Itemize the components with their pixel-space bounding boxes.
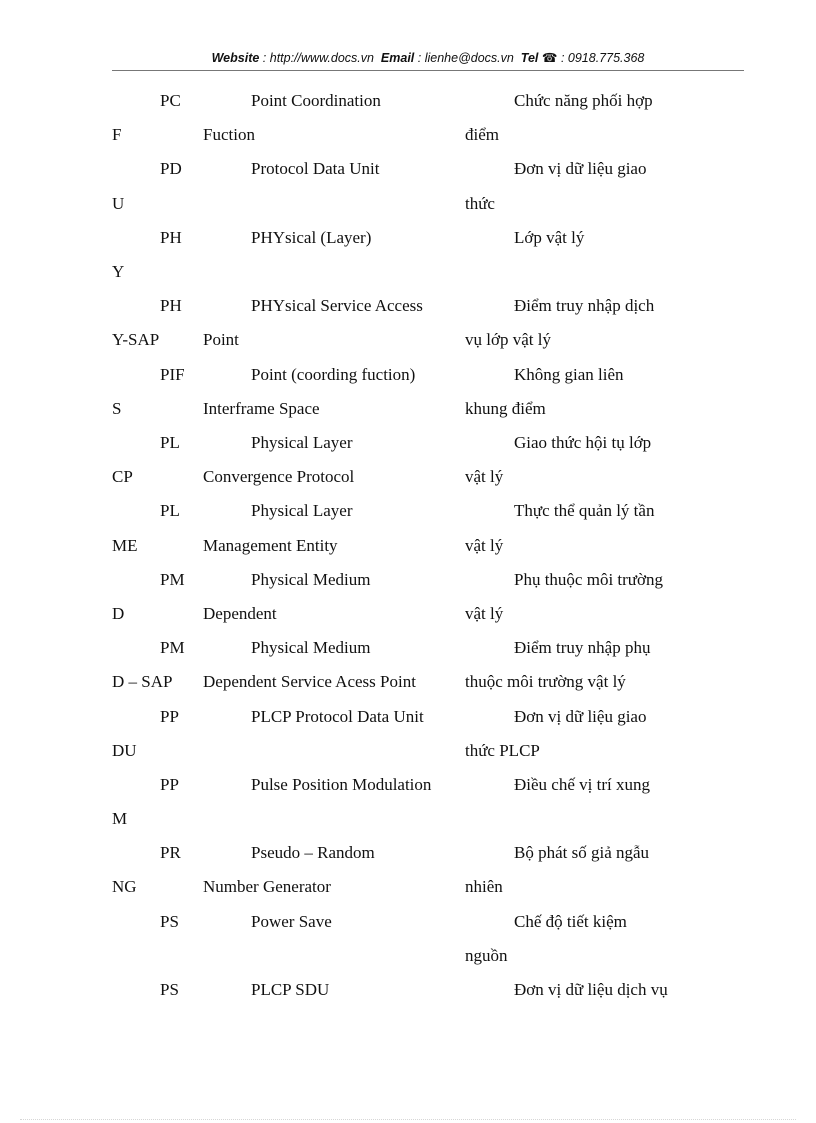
glossary-entry xyxy=(0,768,816,836)
vietnamese-term-line-1: Chế độ tiết kiệm xyxy=(514,911,627,931)
glossary-entry xyxy=(0,84,816,152)
english-term-line-1: Physical Medium xyxy=(251,638,371,658)
vietnamese-term-line-1: Thực thể quản lý tần xyxy=(514,501,655,521)
abbreviation-line-1: PS xyxy=(160,980,179,1000)
abbreviation-line-1: PH xyxy=(160,296,182,316)
abbreviation-line-2: Y-SAP xyxy=(112,330,160,350)
abbreviation-line-2: NG xyxy=(112,877,137,897)
vietnamese-term-line-1: Giao thức hội tụ lớp xyxy=(514,432,652,452)
abbreviation-line-1: PD xyxy=(160,159,182,179)
abbreviation-line-2: M xyxy=(112,809,128,829)
english-term-line-2: Dependent xyxy=(203,603,277,623)
glossary-entry xyxy=(0,426,816,494)
vietnamese-term-line-1: Điểm truy nhập dịch xyxy=(514,296,655,316)
email-value: : lienhe@docs.vn xyxy=(417,51,514,65)
glossary-entry xyxy=(0,563,816,631)
glossary-entry xyxy=(0,631,816,699)
abbreviation-line-2: DU xyxy=(112,740,137,760)
english-term-line-2: Convergence Protocol xyxy=(203,467,355,487)
abbreviation-line-1: PIF xyxy=(160,364,185,384)
vietnamese-term-line-1: Phụ thuộc môi trường xyxy=(514,569,664,589)
abbreviation-line-1: PP xyxy=(160,774,179,794)
abbreviation-line-1: PC xyxy=(160,91,181,110)
glossary-entry xyxy=(0,358,816,426)
page-header xyxy=(112,50,744,65)
glossary-list xyxy=(0,84,816,1041)
vietnamese-term-line-1: Đơn vị dữ liệu giao xyxy=(514,159,647,179)
abbreviation-line-2: D xyxy=(112,603,125,623)
glossary-entry xyxy=(0,905,816,973)
vietnamese-term-line-2: vụ lớp vật lý xyxy=(465,330,551,350)
abbreviation-line-2: Y xyxy=(112,261,125,281)
abbreviation-line-2: U xyxy=(112,193,125,213)
email-label: Email xyxy=(380,51,415,65)
vietnamese-term-line-1: Điều chế vị trí xung xyxy=(514,774,650,794)
glossary-entry xyxy=(0,221,816,289)
english-term-line-1: Power Save xyxy=(251,911,332,931)
website-label: Website xyxy=(211,51,260,65)
english-term-line-1: PHYsical Service Access xyxy=(251,296,423,316)
vietnamese-term-line-1: Đơn vị dữ liệu giao xyxy=(514,706,647,726)
english-term-line-1: PLCP SDU xyxy=(251,980,330,1000)
abbreviation-line-1: PM xyxy=(160,638,185,658)
tel-value: : 0918.775.368 xyxy=(560,51,645,65)
english-term-line-1: Pulse Position Modulation xyxy=(251,774,432,794)
vietnamese-term-line-2: thuộc môi trường vật lý xyxy=(465,672,626,692)
glossary-entry xyxy=(0,494,816,562)
phone-icon: ☎ xyxy=(541,51,558,65)
english-term-line-2: Fuction xyxy=(203,125,255,145)
glossary-entry xyxy=(0,152,816,220)
english-term-line-1: Point (coording fuction) xyxy=(251,364,416,384)
glossary-entry xyxy=(0,973,816,1041)
vietnamese-term-line-2: vật lý xyxy=(465,467,504,487)
abbreviation-line-2: F xyxy=(112,125,122,145)
bottom-divider xyxy=(20,1119,796,1120)
vietnamese-term-line-1: Bộ phát số giả ngẫu xyxy=(514,843,650,863)
website-value: : http://www.docs.vn xyxy=(262,51,374,65)
vietnamese-term-line-2: thức xyxy=(465,193,495,213)
english-term-line-1: Physical Layer xyxy=(251,501,353,521)
vietnamese-term-line-1: Điểm truy nhập phụ xyxy=(514,638,651,658)
vietnamese-term-line-2: khung điểm xyxy=(465,398,546,418)
english-term-line-1: Point Coordination xyxy=(251,91,381,110)
vietnamese-term-line-2: thức PLCP xyxy=(465,740,540,760)
english-term-line-1: PLCP Protocol Data Unit xyxy=(251,706,424,726)
vietnamese-term-line-2: vật lý xyxy=(465,603,504,623)
english-term-line-2: Point xyxy=(203,330,239,350)
glossary-entry xyxy=(0,289,816,357)
abbreviation-line-2: S xyxy=(112,398,122,418)
abbreviation-line-1: PH xyxy=(160,227,182,247)
abbreviation-line-2: ME xyxy=(112,535,138,555)
vietnamese-term-line-1: Lớp vật lý xyxy=(514,227,585,247)
abbreviation-line-1: PP xyxy=(160,706,179,726)
header-divider xyxy=(112,70,744,71)
vietnamese-term-line-2: điểm xyxy=(465,125,499,145)
english-term-line-2: Management Entity xyxy=(203,535,338,555)
english-term-line-2: Number Generator xyxy=(203,877,331,897)
english-term-line-1: Physical Medium xyxy=(251,569,371,589)
english-term-line-2: Interframe Space xyxy=(203,398,320,418)
english-term-line-1: Pseudo – Random xyxy=(251,843,375,863)
abbreviation-line-1: PL xyxy=(160,501,180,521)
abbreviation-line-1: PS xyxy=(160,911,179,931)
vietnamese-term-line-2: vật lý xyxy=(465,535,504,555)
abbreviation-line-2: D – SAP xyxy=(112,672,173,692)
abbreviation-line-1: PR xyxy=(160,843,181,863)
vietnamese-term-line-1: Đơn vị dữ liệu dịch vụ xyxy=(514,980,668,1000)
english-term-line-2: Dependent Service Acess Point xyxy=(203,672,416,692)
vietnamese-term-line-1: Chức năng phối hợp xyxy=(514,91,653,110)
vietnamese-term-line-2: nhiên xyxy=(465,877,503,897)
english-term-line-1: Protocol Data Unit xyxy=(251,159,380,179)
vietnamese-term-line-2: nguồn xyxy=(465,945,508,965)
vietnamese-term-line-1: Không gian liên xyxy=(514,364,624,384)
english-term-line-1: PHYsical (Layer) xyxy=(251,227,372,247)
abbreviation-line-2: CP xyxy=(112,467,133,487)
abbreviation-line-1: PM xyxy=(160,569,185,589)
glossary-entry xyxy=(0,836,816,904)
abbreviation-line-1: PL xyxy=(160,432,180,452)
glossary-entry xyxy=(0,700,816,768)
english-term-line-1: Physical Layer xyxy=(251,432,353,452)
tel-label: Tel xyxy=(520,51,539,65)
